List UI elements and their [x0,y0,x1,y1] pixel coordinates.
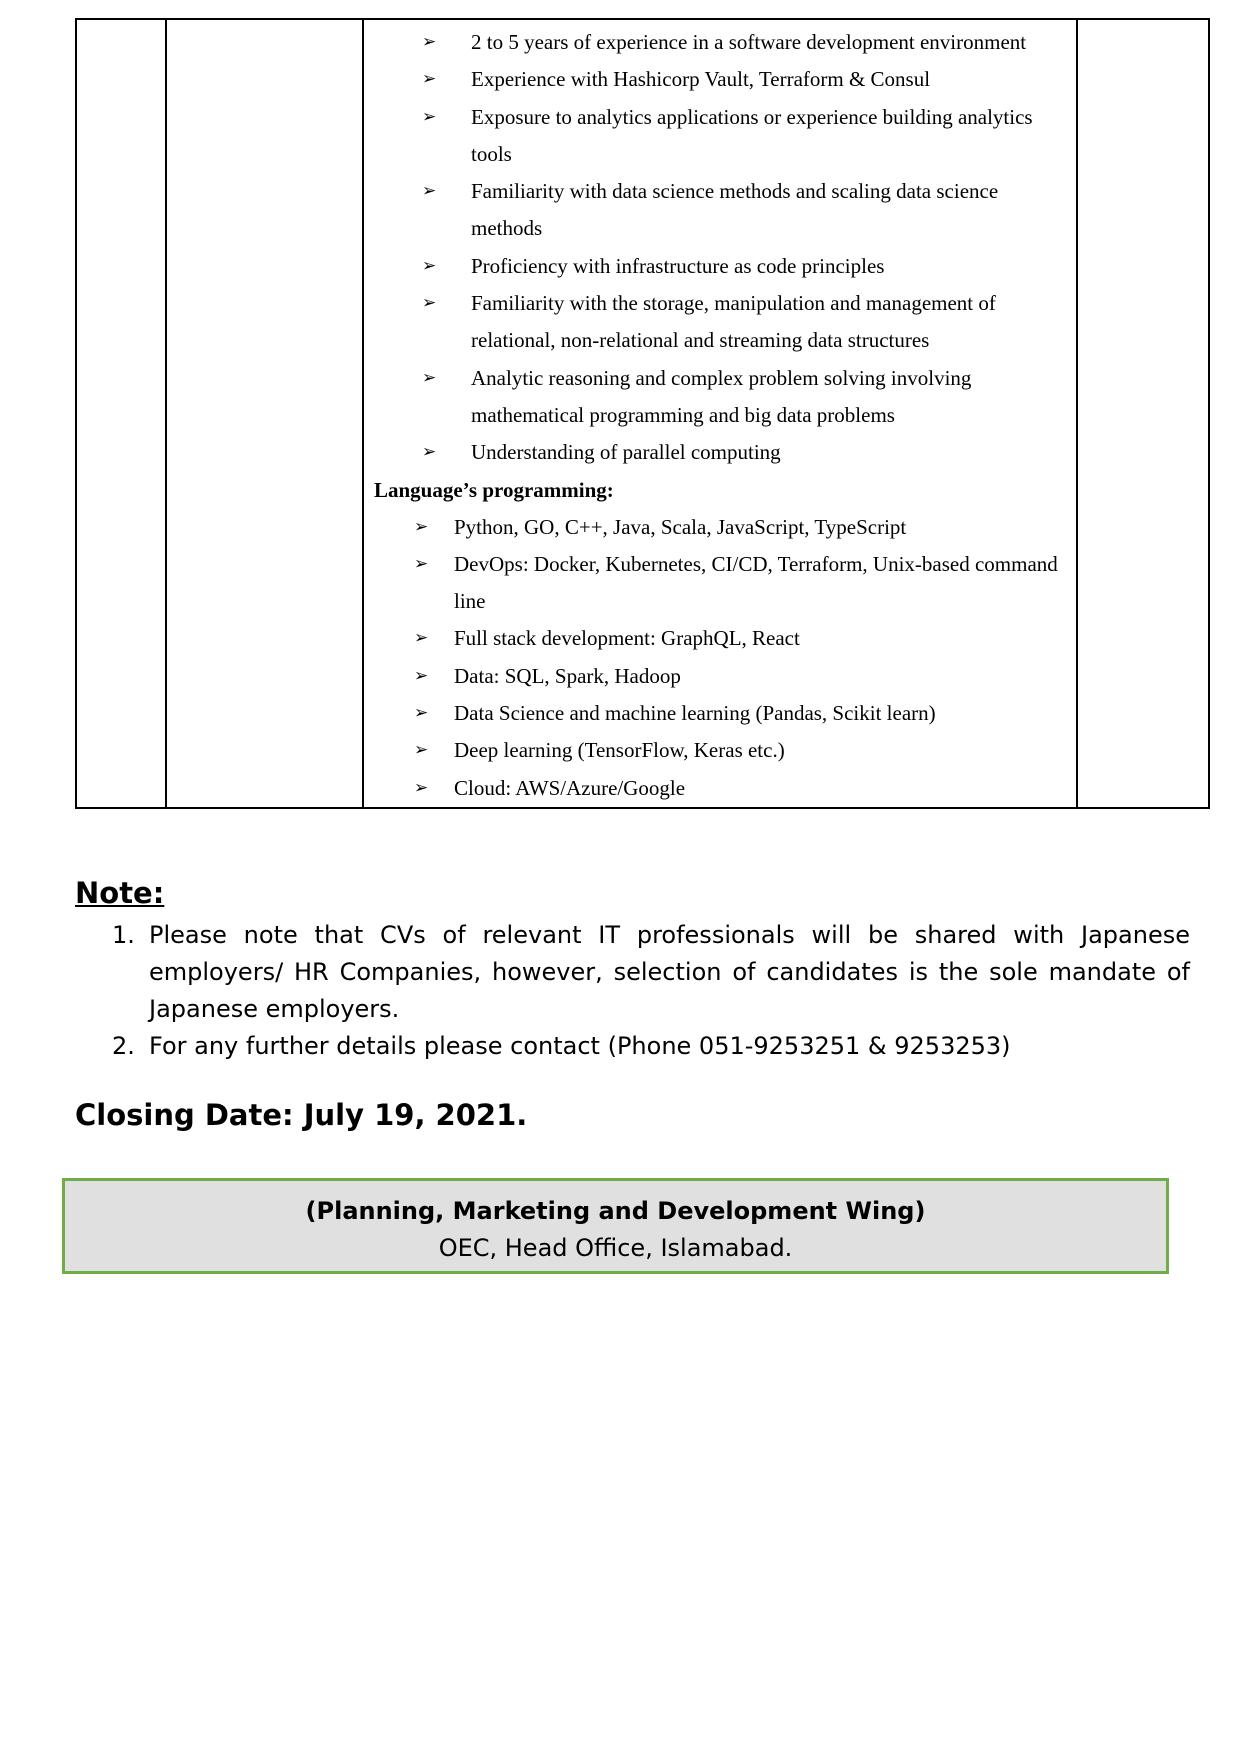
language-text: Full stack development: GraphQL, React [454,626,800,651]
skill-text: Familiarity with the storage, manipulation and management of relational, non-relational and streaming data structures [471,291,996,353]
footer-box [62,1178,1169,1274]
languages-list [374,509,1066,807]
table-cell-position [166,19,363,808]
list-item [374,285,1066,360]
list-item [374,770,1066,807]
arrowhead-icon: ➢ [422,106,437,127]
note-text: Please note that CVs of relevant IT professionals will be shared with Japanese employers/ HR Companies, however, selection of candidates is the sole mandate of Japanese employers. [149,921,1190,1023]
language-text: Data Science and machine learning (Pandas, Scikit learn) [454,701,936,726]
arrowhead-icon: ➢ [414,703,429,724]
table-row [76,19,1209,808]
skill-text: 2 to 5 years of experience in a software development environment [471,30,1027,54]
office-address: OEC, Head Office, Islamabad. [438,1234,793,1262]
arrowhead-icon: ➢ [422,32,437,52]
requirements-table [75,18,1210,809]
note-number: 1. [112,921,135,949]
skill-text: Analytic reasoning and complex problem solving involving mathematical programming and big data problems [471,365,972,427]
arrowhead-icon: ➢ [414,777,429,798]
note-heading: Note: [75,876,165,910]
languages-heading: Language’s programming: [374,477,614,502]
wing-name: (Planning, Marketing and Development Wing) [305,1197,926,1225]
skill-text: Experience with Hashicorp Vault, Terraform & Consul [471,67,931,92]
list-item [374,24,1066,61]
skill-text: Familiarity with data science methods and scaling data science methods [471,179,999,241]
arrowhead-icon: ➢ [414,516,429,537]
list-item [374,173,1066,248]
language-text: Data: SQL, Spark, Hadoop [454,663,681,688]
note-text: For any further details please contact (Phone 051-9253251 & 9253253) [149,1032,1011,1060]
arrowhead-icon: ➢ [422,69,437,90]
list-item [374,695,1066,732]
table-cell-remarks [1077,19,1209,808]
language-text: Cloud: AWS/Azure/Google [454,775,686,800]
table-cell-serial [76,19,166,808]
list-item [374,61,1066,98]
list-item [374,434,1066,471]
list-item [374,546,1066,621]
language-text: DevOps: Docker, Kubernetes, CI/CD, Terraform, Unix-based command line [454,551,1058,614]
arrowhead-icon: ➢ [414,740,429,761]
list-item [374,620,1066,657]
arrowhead-icon: ➢ [422,442,437,463]
list-item [374,732,1066,769]
skill-text: Exposure to analytics applications or experience building analytics tools [471,104,1033,166]
list-item [374,99,1066,174]
language-text: Deep learning (TensorFlow, Keras etc.) [454,738,785,763]
list-item [374,658,1066,695]
note-item [112,917,1190,1028]
note-list [112,917,1190,1065]
skill-text: Understanding of parallel computing [471,440,781,465]
list-item [374,248,1066,285]
arrowhead-icon: ➢ [422,293,437,314]
arrowhead-icon: ➢ [414,665,429,686]
arrowhead-icon: ➢ [422,255,437,276]
list-item [374,360,1066,435]
arrowhead-icon: ➢ [414,628,429,649]
skills-list [374,24,1066,472]
note-item [112,1028,1190,1065]
note-number: 2. [112,1032,135,1060]
arrowhead-icon: ➢ [414,553,429,574]
list-item [374,509,1066,546]
closing-date: Closing Date: July 19, 2021. [75,1098,528,1132]
skill-text: Proficiency with infrastructure as code principles [471,253,885,278]
table-cell-requirements [363,19,1077,808]
arrowhead-icon: ➢ [422,181,437,202]
arrowhead-icon: ➢ [422,367,437,388]
language-text: Python, GO, C++, Java, Scala, JavaScript, TypeScript [454,514,907,539]
